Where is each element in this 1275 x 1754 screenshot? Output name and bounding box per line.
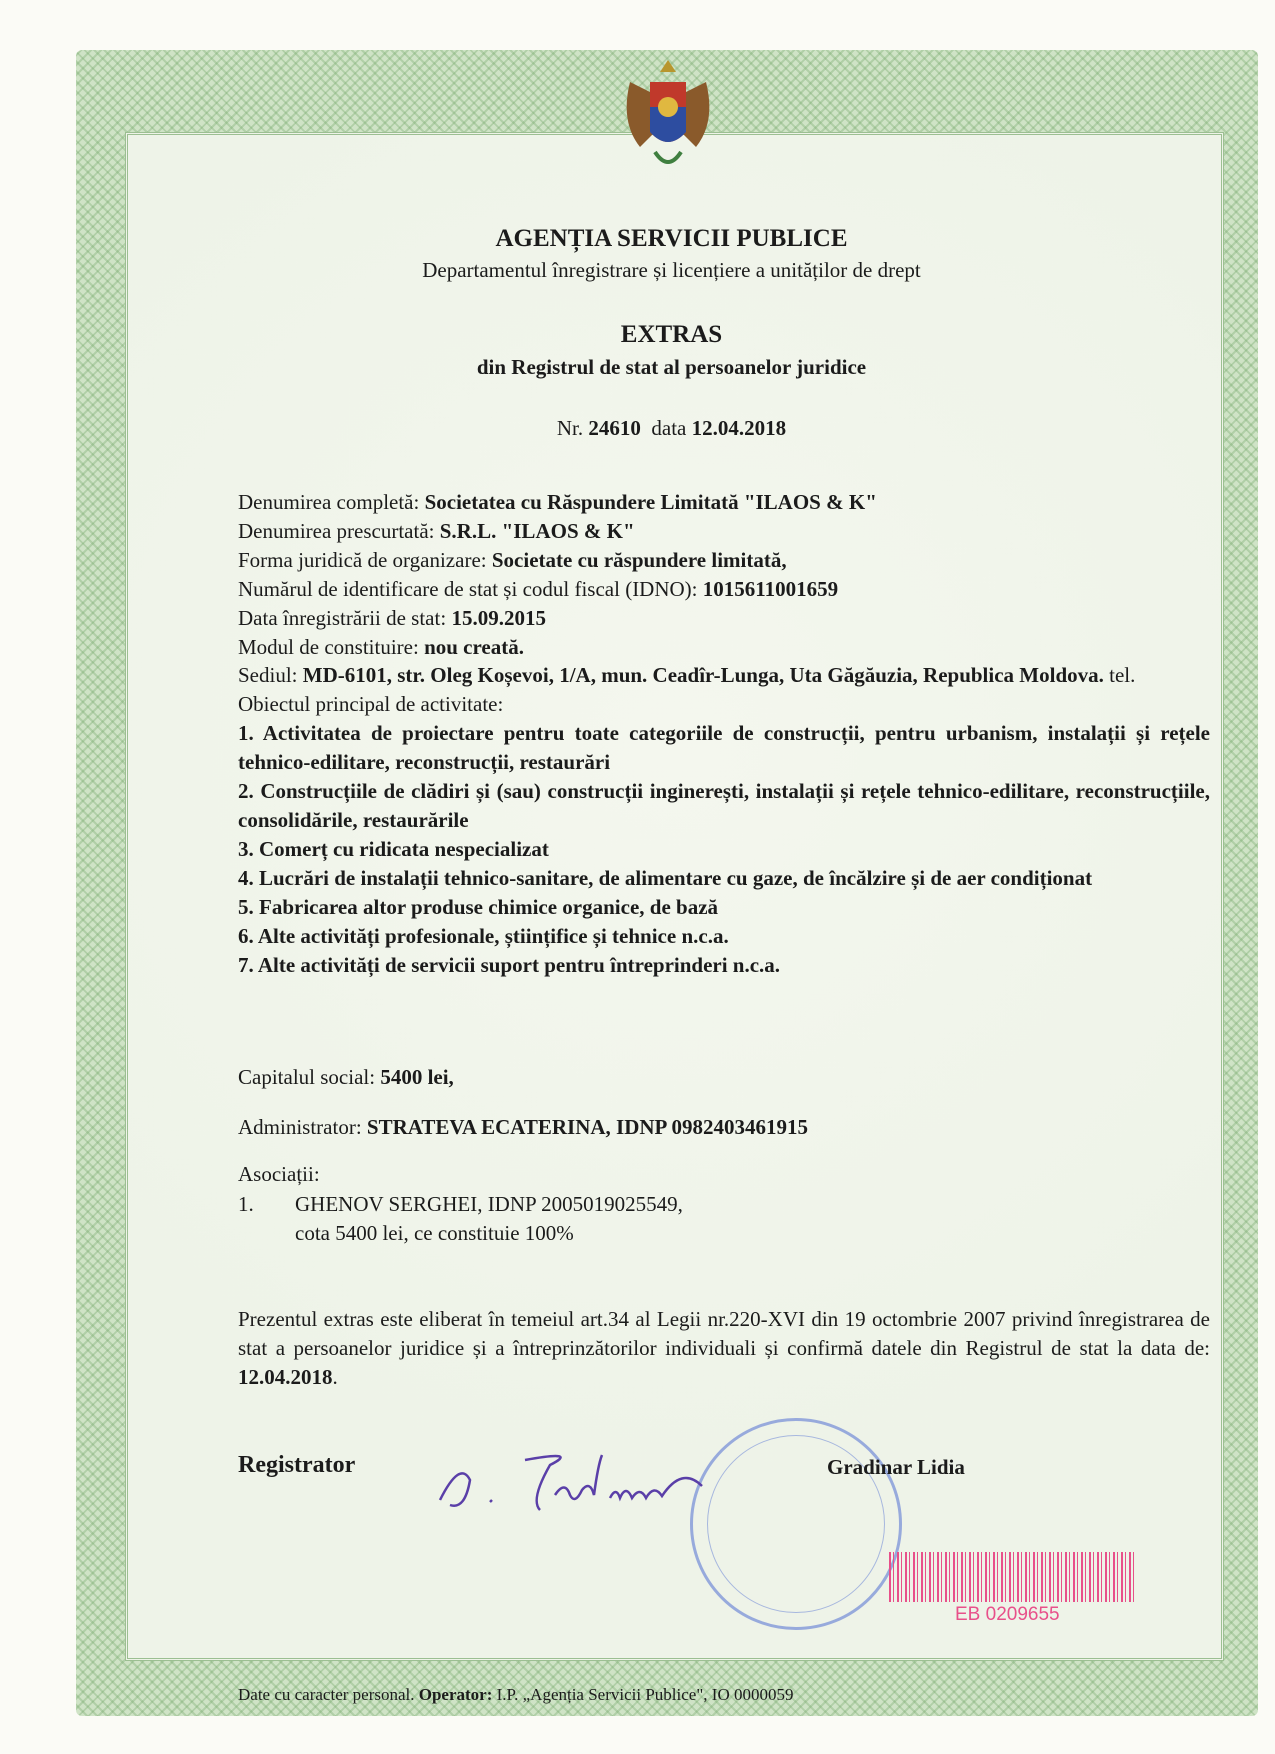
closing-date: 12.04.2018: [238, 1364, 333, 1389]
associate-number: 1.: [238, 1192, 254, 1216]
closing-text: Prezentul extras este eliberat în temeiul art.34 al Legii nr.220-XVI din 19 octombrie 2007 privind înregistrarea de stat a persoanelor juridice și a întreprinzătorilor individuali și confirmă datele din Registrul de stat la data de:: [238, 1307, 1210, 1360]
associates-label: Asociații:: [238, 1162, 320, 1186]
activities-label: Obiectul principal de activitate:: [238, 692, 504, 717]
field-suffix: tel.: [1103, 663, 1136, 688]
field-value: Societatea cu Răspundere Limitată "ILAOS & K": [424, 490, 877, 514]
capital-line: [238, 1063, 454, 1092]
field-value: 1015611001659: [702, 576, 839, 601]
footer-prefix: Date cu caracter personal.: [238, 1685, 419, 1704]
administrator-value: STRATEVA ECATERINA, IDNP 0982403461915: [366, 1115, 808, 1139]
nr-value: 24610: [588, 416, 641, 440]
capital-value: 5400 lei,: [380, 1065, 454, 1089]
field-value: S.R.L. "ILAOS & K": [439, 518, 635, 543]
closing-paragraph: [238, 1305, 1210, 1392]
field-value: MD-6101, str. Oleg Koșevoi, 1/A, mun. Ceadîr-Lunga, Uta Găgăuzia, Republica Moldova.: [302, 663, 1104, 688]
barcode-number: EB 0209655: [955, 1604, 1060, 1625]
field-label: Data înregistrării de stat:: [238, 605, 452, 630]
document-subtitle: din Registrul de stat al persoanelor juridice: [476, 355, 867, 379]
footer-operator-label: Operator:: [418, 1685, 493, 1704]
document-title: EXTRAS: [620, 321, 723, 348]
field-full-name: [238, 488, 1210, 517]
field-label: Numărul de identificare de stat și codul fiscal (IDNO):: [238, 576, 703, 601]
date-value: 12.04.2018: [691, 416, 787, 440]
signatory-name: Gradinar Lidia: [827, 1455, 965, 1479]
activity-item: 3. Comerț cu ridicata nespecializat: [238, 836, 549, 861]
field-label: Denumirea completă:: [238, 490, 425, 514]
closing-end: .: [332, 1364, 338, 1389]
date-label: data: [651, 416, 687, 440]
signature-role: Registrator: [238, 1452, 356, 1478]
field-legal-form: [238, 546, 1210, 575]
field-registration-date: [238, 604, 1210, 633]
activity-item: 7. Alte activități de servicii suport pentru întreprinderi n.c.a.: [238, 952, 781, 977]
nr-label: Nr.: [556, 416, 584, 440]
field-label: Forma juridică de organizare:: [238, 547, 492, 572]
agency-title: AGENȚIA SERVICII PUBLICE: [495, 225, 848, 252]
document-number-line: [125, 414, 1218, 443]
activity-item: 4. Lucrări de instalații tehnico-sanitare, de alimentare cu gaze, de încălzire și de aer condiționat: [238, 865, 1093, 890]
administrator-label: Administrator:: [238, 1115, 367, 1139]
company-details: [238, 488, 1210, 979]
associate-line2: cota 5400 lei, ce constituie 100%: [295, 1221, 574, 1245]
field-constitution-mode: [238, 633, 1210, 662]
field-label: Sediul:: [238, 663, 303, 688]
barcode: [889, 1552, 1135, 1602]
field-value: nou creată.: [424, 634, 524, 659]
field-address: [238, 661, 1210, 690]
field-value: Societate cu răspundere limitată,: [491, 547, 787, 572]
associate-line1: GHENOV SERGHEI, IDNP 2005019025549,: [295, 1192, 683, 1216]
administrator-line: [238, 1113, 808, 1142]
field-idno: [238, 575, 1210, 604]
activity-item: 2. Construcțiile de clădiri și (sau) construcții inginerești, instalații și rețele tehnico-edilitare, reconstrucțiile, consolidările, restaurările: [238, 779, 1210, 832]
capital-label: Capitalul social:: [238, 1065, 381, 1089]
field-short-name: [238, 517, 1210, 546]
field-label: Denumirea prescurtată:: [238, 518, 440, 543]
field-value: 15.09.2015: [451, 605, 546, 630]
footer-note: [238, 1680, 793, 1709]
moldova-coat-of-arms-icon: [610, 52, 726, 182]
handwritten-signature: [430, 1440, 810, 1520]
footer-operator: I.P. „Agenția Servicii Publice", IO 0000059: [492, 1685, 794, 1704]
field-label: Modul de constituire:: [238, 634, 425, 659]
department-subtitle: Departamentul înregistrare și licențiere a unităților de drept: [422, 258, 921, 282]
activity-item: 5. Fabricarea altor produse chimice organice, de bază: [238, 894, 719, 919]
activity-item: 1. Activitatea de proiectare pentru toate categoriile de construcții, pentru urbanism, instalații și rețele tehnico-edilitare, reconstrucții, restaurări: [238, 721, 1210, 775]
activities-list: [238, 719, 1210, 979]
activity-item: 6. Alte activități profesionale, științifice și tehnice n.c.a.: [238, 923, 729, 948]
